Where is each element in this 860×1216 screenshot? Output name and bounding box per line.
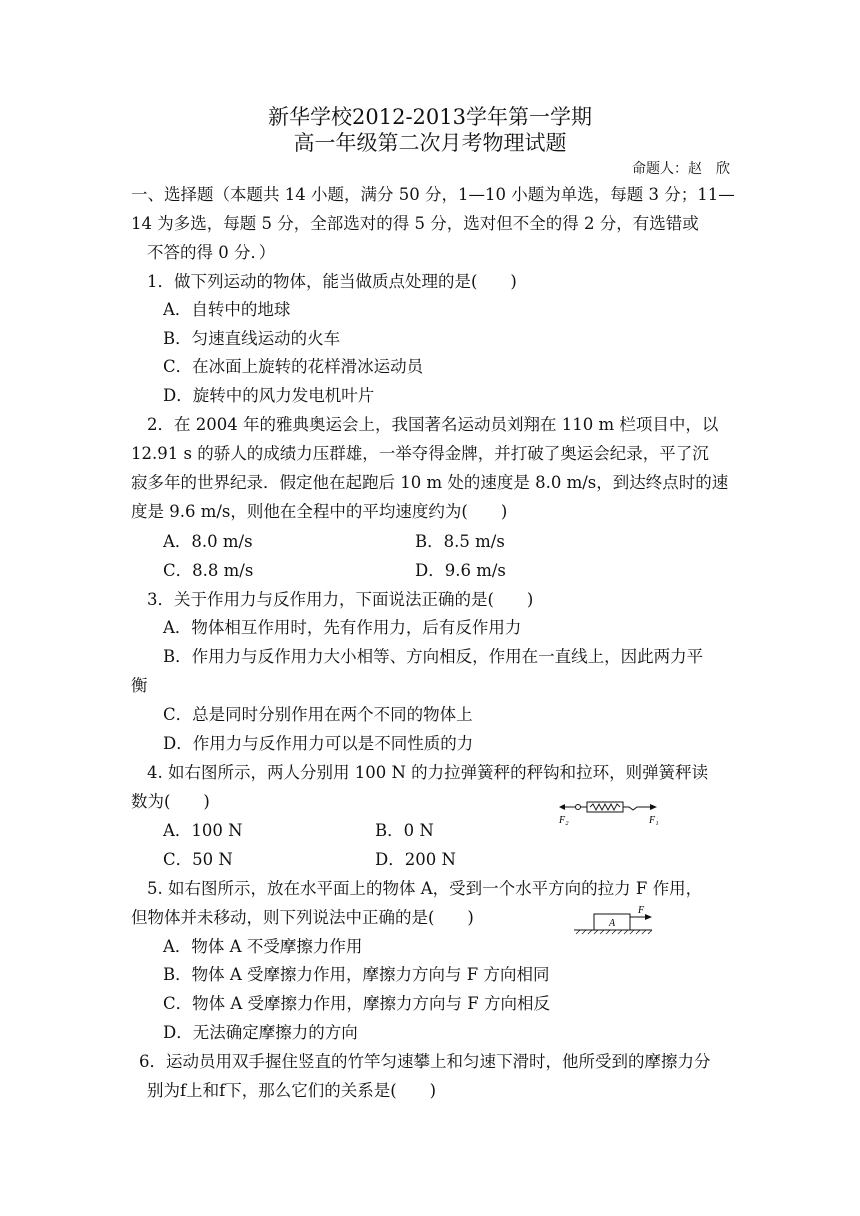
left-arrowhead <box>559 804 565 810</box>
force-label: F <box>638 905 645 916</box>
q2-line4: 度是 9.6 m/s，则他在全程中的平均速度约为( ) <box>131 502 508 521</box>
q5-line1: 5. 如右图所示，放在水平面上的物体 A，受到一个水平方向的拉力 F 作用， <box>147 879 703 898</box>
q4-option-a: A．100 N <box>163 821 243 840</box>
q2-option-d: D．9.6 m/s <box>415 561 506 580</box>
q5-option-b: B．物体 A 受摩擦力作用，摩擦力方向与 F 方向相同 <box>163 965 550 984</box>
q1-option-b: B．匀速直线运动的火车 <box>163 329 341 348</box>
q4-option-b: B．0 N <box>375 821 434 840</box>
q1-option-a: A．自转中的地球 <box>163 300 291 319</box>
q4-option-c: C．50 N <box>163 850 233 869</box>
q1-stem: 1．做下列运动的物体，能当做质点处理的是( ) <box>147 272 517 291</box>
q6-line2: 别为f上和f下，那么它们的关系是( ) <box>147 1081 437 1100</box>
spring-coil <box>590 804 620 810</box>
q3-option-c: C．总是同时分别作用在两个不同的物体上 <box>163 705 473 724</box>
block-a-label: A <box>609 918 616 929</box>
q5-option-d: D．无法确定摩擦力的方向 <box>163 1023 358 1042</box>
section-intro-line3: 不答的得 0 分．） <box>147 243 276 262</box>
exam-title-line2: 高一年级第二次月考物理试题 <box>293 131 567 155</box>
q3-option-b: B．作用力与反作用力大小相等、方向相反，作用在一直线上，因此两力平 <box>163 647 704 666</box>
q3-option-a: A．物体相互作用时，先有作用力，后有反作用力 <box>163 618 522 637</box>
q4-line2: 数为( ) <box>131 792 210 811</box>
q3-option-d: D．作用力与反作用力可以是不同性质的力 <box>163 734 474 753</box>
ring <box>576 805 581 810</box>
spring-scale-figure <box>555 796 670 826</box>
right-arrowhead <box>650 804 657 810</box>
q2-line2: 12.91 s 的骄人的成绩力压群雄，一举夺得金牌，并打破了奥运会纪录，平了沉 <box>131 444 709 463</box>
q5-option-c: C．物体 A 受摩擦力作用，摩擦力方向与 F 方向相反 <box>163 994 550 1013</box>
q2-option-b: B．8.5 m/s <box>415 532 505 551</box>
force-arrowhead <box>645 914 652 920</box>
section-intro-line2: 14 为多选，每题 5 分，全部选对的得 5 分，选对但不全的得 2 分，有选错或 <box>131 214 699 233</box>
q4-option-d: D．200 N <box>375 850 456 869</box>
label-f2: F₂ <box>559 815 569 826</box>
q1-option-c: C．在冰面上旋转的花样滑冰运动员 <box>163 357 424 376</box>
q6-line1: 6．运动员用双手握住竖直的竹竿匀速攀上和匀速下滑时，他所受到的摩擦力分 <box>139 1052 711 1071</box>
floor-hatching <box>576 930 652 934</box>
q3-option-b-cont: 衡 <box>131 676 148 695</box>
q4-line1: 4. 如右图所示，两人分别用 100 N 的力拉弹簧秤的秤钩和拉环，则弹簧秤读 <box>147 763 709 782</box>
q2-option-a: A．8.0 m/s <box>163 532 253 551</box>
q5-option-a: A．物体 A 不受摩擦力作用 <box>163 937 363 956</box>
q3-stem: 3．关于作用力与反作用力，下面说法正确的是( ) <box>147 590 534 609</box>
q2-line3: 寂多年的世界纪录．假定他在起跑后 10 m 处的速度是 8.0 m/s，到达终点时的速 <box>131 473 729 492</box>
q2-line1: 2．在 2004 年的雅典奥运会上，我国著名运动员刘翔在 110 m 栏项目中，以 <box>147 415 719 434</box>
q2-option-c: C．8.8 m/s <box>163 561 254 580</box>
block-on-floor-figure <box>572 903 656 939</box>
exam-title-line1: 新华学校2012-2013学年第一学期 <box>268 105 592 129</box>
label-f1: F₁ <box>649 815 659 826</box>
section-intro-line1: 一、选择题（本题共 14 小题，满分 50 分，1—10 小题为单选，每题 3 分；11— <box>131 185 735 204</box>
q1-option-d: D．旋转中的风力发电机叶片 <box>163 386 375 405</box>
hook <box>623 807 651 810</box>
q5-line2: 但物体并未移动，则下列说法中正确的是( ) <box>131 908 474 927</box>
exam-author: 命题人：赵 欣 <box>632 161 730 177</box>
